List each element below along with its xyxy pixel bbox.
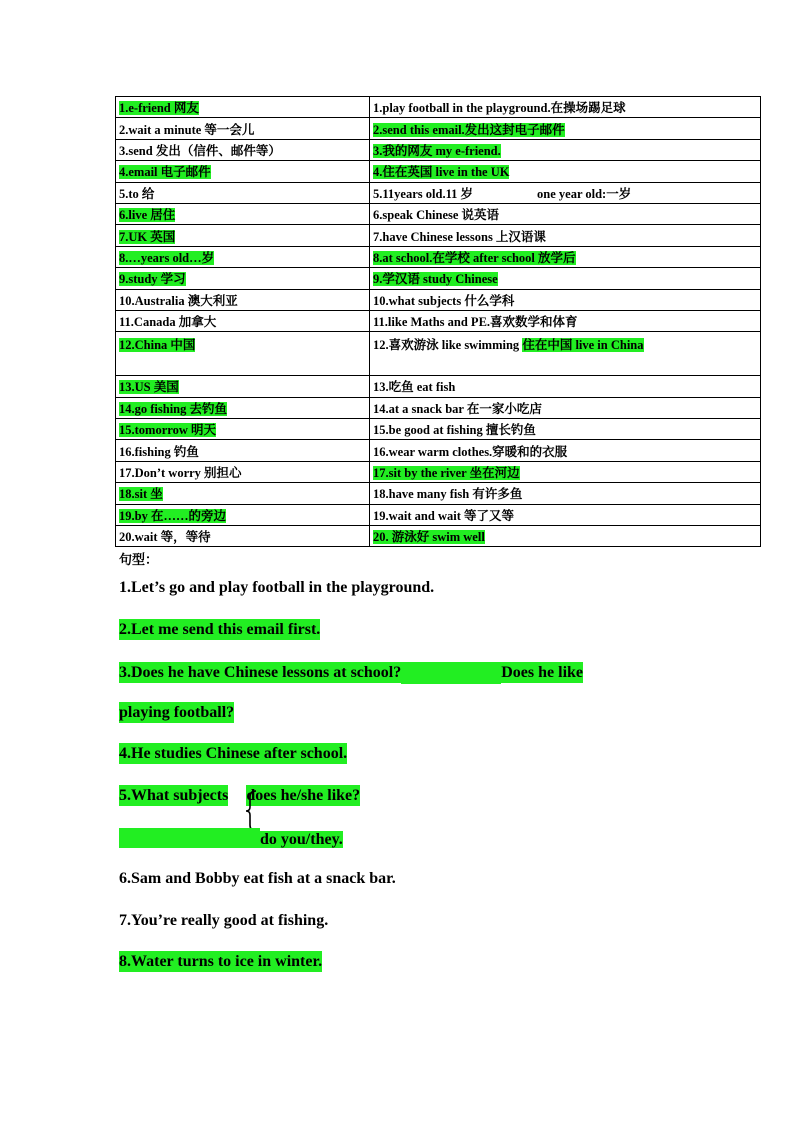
cell-text: 20.wait 等，等待	[119, 530, 211, 545]
cell-text: 19.wait and wait 等了又等	[373, 508, 514, 523]
table-row	[116, 268, 761, 289]
table-cell	[116, 332, 370, 376]
table-row	[116, 419, 761, 440]
cell-text: 12.喜欢游泳 like swimming	[373, 338, 523, 353]
cell-text: 4.住在英国 live in the UK	[373, 165, 510, 180]
table-row	[116, 440, 761, 461]
table-cell	[116, 289, 370, 310]
cell-text: 10.what subjects 什么学科	[373, 293, 515, 308]
table-row	[116, 246, 761, 267]
sentence-2: 2.Let me send this email first.	[119, 621, 321, 638]
cell-text: 12.China 中国	[119, 338, 196, 353]
table-cell	[370, 225, 761, 246]
cell-text: 6.speak Chinese 说英语	[373, 208, 500, 223]
table-cell	[370, 504, 761, 525]
cell-text: 17.Don’t worry 别担心	[119, 466, 242, 481]
sentence-7: 7.You’re really good at fishing.	[119, 912, 329, 929]
table-row	[116, 332, 761, 376]
cell-text: 17.sit by the river 坐在河边	[373, 466, 520, 481]
cell-text: 14.go fishing 去钓鱼	[119, 401, 228, 416]
cell-text: 20. 游泳好 swim well	[373, 530, 485, 545]
cell-text: 5.11years old.11 岁	[373, 186, 474, 201]
cell-text: 10.Australia 澳大利亚	[119, 293, 238, 308]
table-row	[116, 397, 761, 418]
cell-text: 15.tomorrow 明天	[119, 423, 216, 438]
sentence-4: 4.He studies Chinese after school.	[119, 745, 348, 762]
section-title-sentence-patterns: 句型：	[119, 552, 159, 567]
cell-text: 16.wear warm clothes.穿暖和的衣服	[373, 444, 568, 459]
table-cell	[116, 419, 370, 440]
cell-text: 8.at school.在学校 after school 放学后	[373, 250, 576, 265]
table-cell	[370, 310, 761, 331]
sentence-3-line-1: 3.Does he have Chinese lessons at school? Does he like	[119, 662, 583, 684]
cell-text: 住在中国 live in China	[522, 338, 644, 353]
table-cell	[116, 225, 370, 246]
cell-text: 14.at a snack bar 在一家小吃店	[373, 401, 542, 416]
table-cell	[116, 97, 370, 118]
table-cell	[116, 440, 370, 461]
table-cell	[370, 246, 761, 267]
table-row	[116, 139, 761, 160]
curly-brace-icon	[244, 789, 260, 833]
cell-text: 11.like Maths and PE.喜欢数学和体育	[373, 315, 578, 330]
table-cell	[116, 461, 370, 482]
table-cell	[116, 504, 370, 525]
cell-text: 13.US 美国	[119, 380, 179, 395]
table-cell	[370, 419, 761, 440]
table-cell	[370, 182, 761, 203]
table-cell	[116, 182, 370, 203]
table-row	[116, 526, 761, 547]
sentence-5-line-1: 5.What subjects does he/she like?	[119, 787, 361, 804]
sentence-5-line-2: do you/they.	[119, 828, 343, 849]
table-row	[116, 483, 761, 504]
cell-text: 7.UK 英国	[119, 229, 176, 244]
cell-text: 19.by 在……的旁边	[119, 508, 226, 523]
cell-text: 18.sit 坐	[119, 487, 163, 502]
table-cell	[370, 97, 761, 118]
table-cell	[116, 203, 370, 224]
cell-text: 9.学汉语 study Chinese	[373, 272, 498, 287]
cell-text: 2.send this email.发出这封电子邮件	[373, 122, 565, 137]
cell-text: 1.play football in the playground.在操场踢足球	[373, 101, 626, 116]
cell-text: 11.Canada 加拿大	[119, 315, 217, 330]
table-cell	[116, 376, 370, 397]
cell-text: one year old:一岁	[537, 186, 632, 201]
cell-text: 8.…years old…岁	[119, 250, 215, 265]
table-row	[116, 504, 761, 525]
table-cell	[370, 161, 761, 182]
table-row	[116, 376, 761, 397]
cell-text: 15.be good at fishing 擅长钓鱼	[373, 423, 536, 438]
sentence-1: 1.Let’s go and play football in the playground.	[119, 579, 435, 596]
cell-text: 3.我的网友 my e-friend.	[373, 143, 501, 158]
cell-text: 4.email 电子邮件	[119, 165, 211, 180]
vocabulary-table	[115, 96, 761, 547]
table-cell	[370, 483, 761, 504]
table-cell	[370, 139, 761, 160]
table-cell	[116, 310, 370, 331]
table-cell	[116, 118, 370, 139]
cell-text: 7.have Chinese lessons 上汉语课	[373, 229, 546, 244]
table-cell	[370, 376, 761, 397]
table-row	[116, 461, 761, 482]
table-row	[116, 161, 761, 182]
sentence-6: 6.Sam and Bobby eat fish at a snack bar.	[119, 870, 396, 887]
sentence-3-line-2: playing football?	[119, 704, 235, 721]
cell-text: 18.have many fish 有许多鱼	[373, 487, 523, 502]
sentence-8: 8.Water turns to ice in winter.	[119, 953, 323, 970]
table-cell	[116, 397, 370, 418]
cell-text: 9.study 学习	[119, 272, 186, 287]
table-cell	[370, 397, 761, 418]
cell-text: 3.send 发出（信件、邮件等）	[119, 143, 281, 158]
table-cell	[116, 526, 370, 547]
table-cell	[370, 461, 761, 482]
table-cell	[116, 268, 370, 289]
table-row	[116, 118, 761, 139]
cell-text: 5.to 给	[119, 186, 155, 201]
table-cell	[116, 483, 370, 504]
table-row	[116, 203, 761, 224]
table-row	[116, 310, 761, 331]
cell-text: 16.fishing 钓鱼	[119, 444, 199, 459]
table-cell	[370, 118, 761, 139]
table-cell	[370, 268, 761, 289]
table-cell	[116, 161, 370, 182]
table-row	[116, 97, 761, 118]
table-row	[116, 182, 761, 203]
table-cell	[116, 246, 370, 267]
table-row	[116, 225, 761, 246]
cell-text: 6.live 居住	[119, 208, 176, 223]
cell-text: 2.wait a minute 等一会儿	[119, 122, 255, 137]
table-row	[116, 289, 761, 310]
cell-text: 13.吃鱼 eat fish	[373, 380, 456, 395]
table-cell	[370, 440, 761, 461]
table-cell	[116, 139, 370, 160]
table-cell	[370, 289, 761, 310]
table-cell	[370, 526, 761, 547]
cell-text: 1.e-friend 网友	[119, 101, 199, 116]
table-cell	[370, 203, 761, 224]
table-cell	[370, 332, 761, 376]
